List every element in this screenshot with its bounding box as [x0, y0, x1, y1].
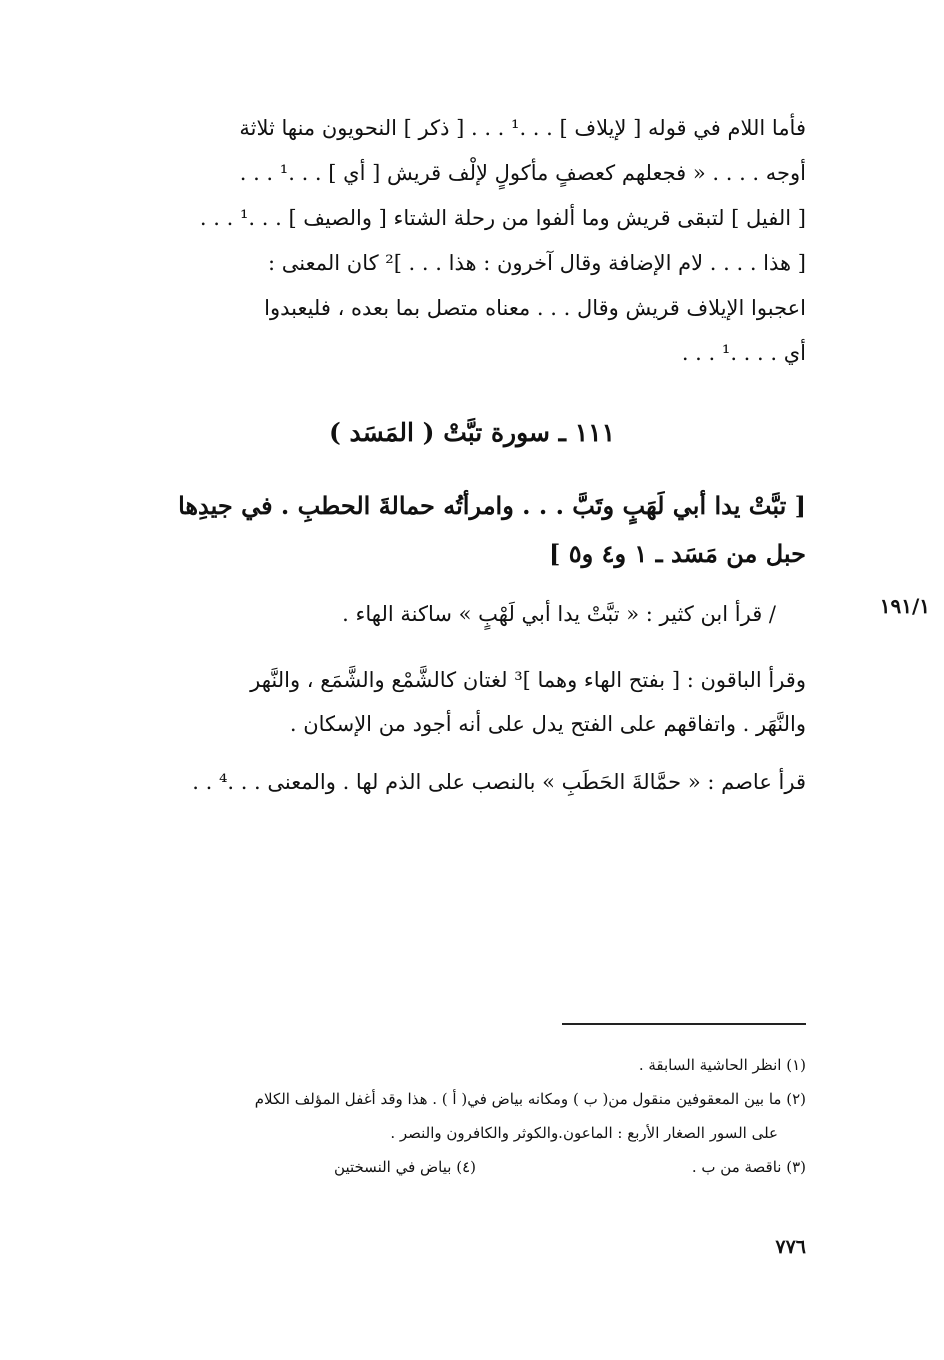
paragraph-line: فأما اللام في قوله [ لإيلاف ] . . .¹ . . . [ ذكر ] النحويون منها ثلاثة — [239, 116, 806, 140]
reading-line: والنَّهَر . واتفاقهم على الفتح يدل على أنه أجود من الإسكان . — [289, 712, 806, 736]
verse-line: [ تبَّتْ يدا أبي لَهَبٍ وتَبَّ . . . وامرأتُه حمالةَ الحطبِ . في جيدِها — [178, 491, 806, 520]
verse-block — [136, 482, 806, 578]
main-paragraph — [136, 106, 806, 376]
paragraph-line: أي . . . .¹ . . . — [681, 341, 806, 365]
footnote-row — [136, 1150, 806, 1184]
paragraph-line: [ الفيل ] لتبقى قريش وما ألفوا من رحلة الشتاء [ والصيف ] . . .¹ . . . — [199, 206, 806, 230]
surah-heading: ١١١ ـ سورة تبَّتْ ( المَسَد ) — [328, 418, 616, 447]
footnote-divider — [562, 1023, 806, 1025]
paragraph-line: أوجه . . . . « فجعلهم كعصفٍ مأكولٍ لإلْف قريش [ أي ] . . .¹ . . . — [239, 161, 806, 185]
reading-others — [136, 658, 806, 746]
verse-line: حبل من مَسَد ـ ١ و٤ و٥ ] — [549, 539, 806, 568]
margin-reference: ١٩١/١ — [879, 594, 930, 618]
paragraph-line: [ هذا . . . . لام الإضافة وقال آخرون : هذا . . . ]² كان المعنى : — [268, 251, 806, 275]
footnotes — [136, 1048, 806, 1184]
footnote-3: (٣) ناقصة من ب . — [691, 1158, 806, 1176]
page-number: ٧٧٦ — [775, 1236, 806, 1258]
footnote-2: (٢) ما بين المعقوفين منقول من( ب ) ومكانه بياض في( أ ) . هذا وقد أغفل المؤلف الكلام — [254, 1090, 806, 1108]
reading-ibn-kathir: / قرأ ابن كثير : « تبَّتْ يدا أبي لَهْبٍ » ساكنة الهاء . — [342, 602, 776, 626]
footnote-2-continued: على السور الصغار الأربع : الماعون.والكوثر والكافرون والنصر . — [390, 1124, 778, 1142]
footnote-1: (١) انظر الحاشية السابقة . — [638, 1056, 806, 1074]
reading-line: وقرأ الباقون : [ بفتح الهاء وهما ]³ لغتان كالشَّمْع والشَّمَع ، والنَّهر — [250, 668, 806, 692]
paragraph-line: اعجبوا الإيلاف قريش وقال . . . معناه متصل بما بعده ، فليعبدوا — [264, 296, 806, 320]
reading-asim: قرأ عاصم : « حمَّالةَ الحَطَبِ » بالنصب على الذم لها . والمعنى . . .⁴ . . — [192, 770, 806, 794]
footnote-4: (٤) بياض في النسختين — [334, 1158, 476, 1176]
